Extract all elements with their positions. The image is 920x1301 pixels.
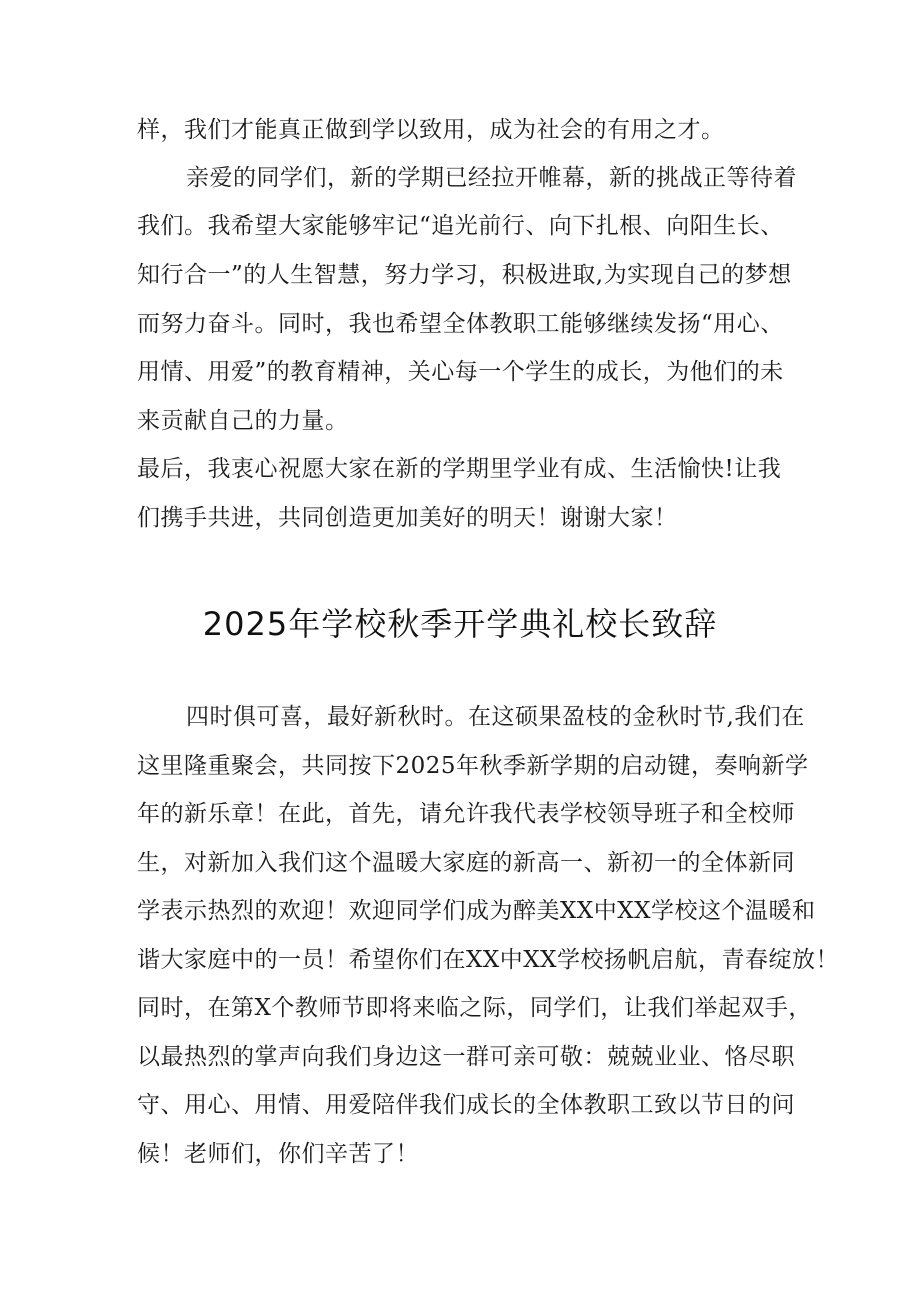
paragraph-line: 最后，我衷心祝愿大家在新的学期里学业有成、生活愉快!让我 <box>137 456 782 482</box>
paragraph-line: 这里隆重聚会，共同按下2025年秋季新学期的启动键，奏响新学 <box>137 753 809 779</box>
paragraph-line: 样，我们才能真正做到学以致用，成为社会的有用之才。 <box>137 117 725 143</box>
paragraph-line: 学表示热烈的欢迎！欢迎同学们成为醉美XX中XX学校这个温暖和 <box>137 898 816 924</box>
paragraph-line: 而努力奋斗。同时，我也希望全体教职工能够继续发扬“用心、 <box>137 311 784 337</box>
paragraph-line: 候！老师们，你们辛苦了！ <box>137 1141 419 1167</box>
paragraph-line: 我们。我希望大家能够牢记“追光前行、向下扎根、向阳生长、 <box>137 213 784 239</box>
paragraph-line: 用情、用爱”的教育精神，关心每一个学生的成长，为他们的未 <box>137 359 784 385</box>
paragraph-line: 以最热烈的掌声向我们身边这一群可亲可敬：兢兢业业、恪尽职 <box>137 1044 795 1070</box>
document-title: 2025年学校秋季开学典礼校长致辞 <box>202 605 718 643</box>
paragraph-line: 来贡献自己的力量。 <box>137 408 349 434</box>
paragraph-line: 四时俱可喜，最好新秋时。在这硕果盈枝的金秋时节,我们在 <box>186 704 805 730</box>
paragraph-line: 生，对新加入我们这个温暖大家庭的新高一、新初一的全体新同 <box>137 850 795 876</box>
paragraph-line: 知行合一”的人生智慧，努力学习，积极进取,为实现自己的梦想 <box>137 262 792 288</box>
paragraph-line: 同时，在第X个教师节即将来临之际，同学们，让我们举起双手， <box>137 995 812 1021</box>
paragraph-line: 们携手共进，共同创造更加美好的明天！谢谢大家！ <box>137 505 678 531</box>
paragraph-line: 亲爱的同学们，新的学期已经拉开帷幕，新的挑战正等待着 <box>186 165 797 191</box>
paragraph-line: 守、用心、用情、用爱陪伴我们成长的全体教职工致以节日的问 <box>137 1092 795 1118</box>
paragraph-line: 年的新乐章！在此，首先，请允许我代表学校领导班子和全校师 <box>137 801 795 827</box>
paragraph-line: 谐大家庭中的一员！希望你们在XX中XX学校扬帆启航，青春绽放！ <box>137 947 839 973</box>
